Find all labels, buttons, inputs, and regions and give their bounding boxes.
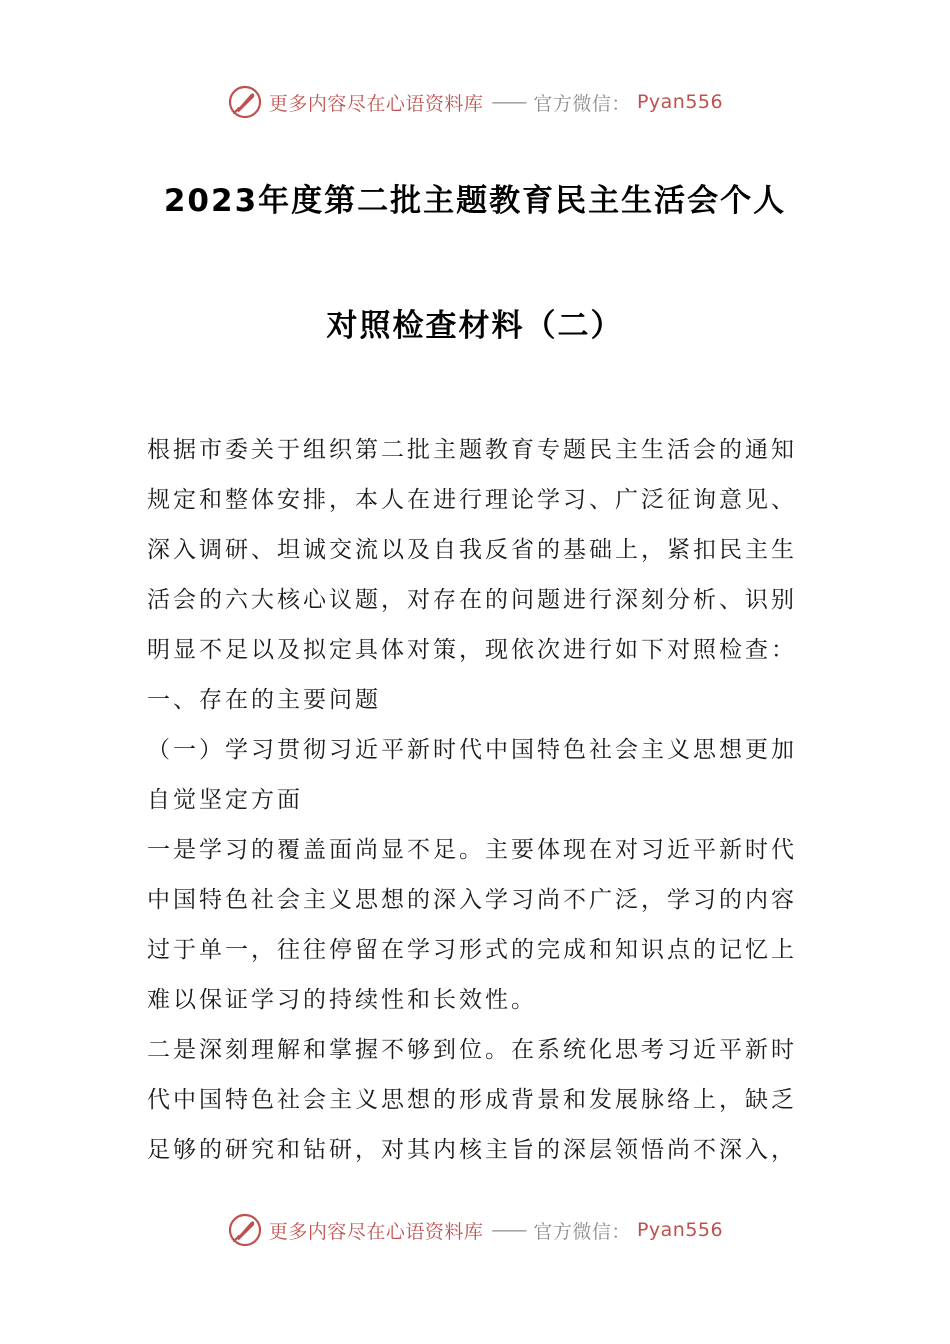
intro-paragraph: 根据市委关于组织第二批主题教育专题民主生活会的通知规定和整体安排，本人在进行理论学习、广泛征询意见、深入调研、坦诚交流以及自我反省的基础上，紧扣民主生活会的六大核心议题，对存在的问题进行深刻分析、识别明显不足以及拟定具体对策，现依次进行如下对照检查：	[147, 437, 797, 663]
watermark-wechat-label: 官方微信：	[533, 92, 631, 115]
document-body	[147, 425, 807, 1175]
watermark-brand: 更多内容尽在心语资料库	[268, 1220, 484, 1243]
watermark-footer	[0, 1210, 950, 1250]
document-title-line-2: 对照检查材料（二）	[326, 308, 624, 344]
watermark-brand: 更多内容尽在心语资料库	[268, 92, 484, 115]
watermark-account: Pyan556	[636, 91, 724, 113]
watermark-wechat-label: 官方微信：	[533, 1220, 631, 1243]
watermark-dash: ——	[491, 91, 526, 113]
document-title-line-1: 2023年度第二批主题教育民主生活会个人	[163, 183, 787, 219]
quill-logo-icon	[227, 84, 263, 120]
section-heading: 一、存在的主要问题	[147, 687, 381, 713]
quill-logo-icon	[227, 1212, 263, 1248]
body-paragraph: 二是深刻理解和掌握不够到位。在系统化思考习近平新时代中国特色社会主义思想的形成背景和发展脉络上，缺乏足够的研究和钻研，对其内核主旨的深层领悟尚不深入，	[147, 1037, 797, 1163]
watermark-header	[0, 82, 950, 122]
body-paragraph: 一是学习的覆盖面尚显不足。主要体现在对习近平新时代中国特色社会主义思想的深入学习尚不广泛，学习的内容过于单一，往往停留在学习形式的完成和知识点的记忆上难以保证学习的持续性和长效性。	[147, 837, 797, 1013]
watermark-account: Pyan556	[636, 1219, 724, 1241]
watermark-dash: ——	[491, 1219, 526, 1241]
subsection-heading: （一）学习贯彻习近平新时代中国特色社会主义思想更加自觉坚定方面	[147, 737, 797, 813]
